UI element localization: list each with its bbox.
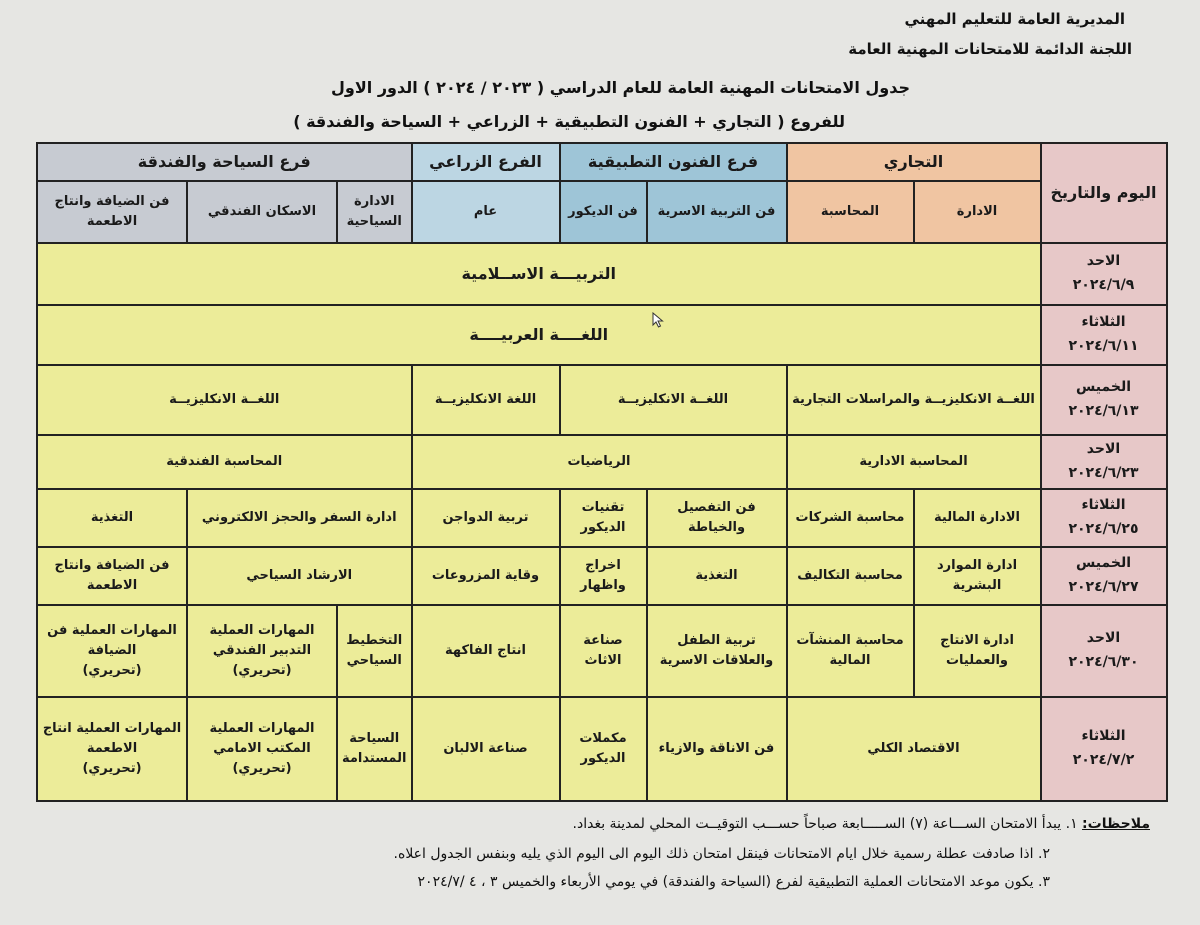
- exam-cell: ادارة الانتاج والعمليات: [914, 605, 1041, 697]
- exam-note: (تحريري): [82, 761, 142, 777]
- exam-name: المهارات العملية انتاج الاطعمة: [42, 720, 182, 756]
- note-1-text: ١. يبدأ الامتحان الســـاعة (٧) الســـــابعة صباحاً حســـب التوقيــت المحلي لمدينة بغداد.: [572, 816, 1078, 832]
- exam-cell: التغذية: [647, 547, 787, 605]
- day-label: الثلاثاء: [1081, 497, 1126, 514]
- exam-note: (تحريري): [232, 761, 292, 777]
- exam-cell: [37, 697, 187, 801]
- notes-label: ملاحظات:: [1082, 816, 1150, 832]
- exam-schedule-table: [36, 142, 1168, 802]
- day-label: الاحد: [1086, 630, 1121, 647]
- day-label: الخميس: [1075, 379, 1132, 396]
- exam-name: المهارات العملية فن الضيافة: [47, 622, 177, 658]
- exam-cell: مكملات الديكور: [560, 697, 647, 801]
- exam-cell: الارشاد السياحي: [187, 547, 412, 605]
- exam-cell: اللغــة الانكليزيــة والمراسلات التجارية: [787, 365, 1041, 435]
- exam-cell: محاسبة الشركات: [787, 489, 914, 547]
- exam-cell: [187, 605, 337, 697]
- subheader-accounting: المحاسبة: [787, 181, 914, 243]
- exam-cell: اللغة الانكليزيــة: [412, 365, 560, 435]
- mouse-pointer-icon: [652, 312, 664, 328]
- org-name-line2: اللجنة الدائمة للامتحانات المهنية العامة: [848, 40, 1132, 58]
- date-label: ٢٠٢٤/٦/٣٠: [1068, 654, 1139, 670]
- day-label: الاحد: [1086, 253, 1121, 270]
- header-agricultural: الفرع الزراعي: [412, 143, 560, 181]
- day-date-cell: [1041, 697, 1167, 801]
- exam-cell: الاقتصاد الكلي: [787, 697, 1041, 801]
- exam-cell: اللغــة الانكليزيــة: [37, 365, 412, 435]
- exam-cell: ادارة السفر والحجز الالكتروني: [187, 489, 412, 547]
- date-label: ٢٠٢٤/٦/١١: [1068, 338, 1139, 354]
- exam-cell: اللغــــة العربيــــة: [37, 305, 1041, 365]
- exam-cell: تقنيات الديكور: [560, 489, 647, 547]
- subheader-general: عام: [412, 181, 560, 243]
- exam-note: (تحريري): [82, 663, 142, 679]
- exam-cell: اللغــة الانكليزيــة: [560, 365, 787, 435]
- header-applied-arts: فرع الفنون التطبيقية: [560, 143, 787, 181]
- exam-cell: التربيـــة الاســلامية: [37, 243, 1041, 305]
- exam-cell: محاسبة التكاليف: [787, 547, 914, 605]
- subheader-tourism-admin: الادارة السياحية: [337, 181, 412, 243]
- exam-note: (تحريري): [232, 663, 292, 679]
- exam-cell: المحاسبة الادارية: [787, 435, 1041, 489]
- exam-cell: التخطيط السياحي: [337, 605, 412, 697]
- org-name-line1: المديرية العامة للتعليم المهني: [904, 10, 1125, 28]
- exam-cell: فن الضيافة وانتاج الاطعمة: [37, 547, 187, 605]
- exam-name: المهارات العملية المكتب الامامي: [209, 720, 315, 756]
- note-2: ٢. اذا صادفت عطلة رسمية خلال ايام الامتحانات فينقل امتحان ذلك اليوم الى اليوم الذي يليه وبنفس الجدول اعلاه.: [393, 846, 1050, 862]
- header-day-date: اليوم والتاريخ: [1041, 143, 1167, 243]
- header-commercial: التجاري: [787, 143, 1041, 181]
- subheader-family-education: فن التربية الاسرية: [647, 181, 787, 243]
- header-tourism: فرع السياحة والفندقة: [37, 143, 412, 181]
- subheader-hotel-housing: الاسكان الفندقي: [187, 181, 337, 243]
- date-label: ٢٠٢٤/٦/٢٧: [1068, 579, 1139, 595]
- day-date-cell: [1041, 305, 1167, 365]
- day-date-cell: [1041, 489, 1167, 547]
- date-label: ٢٠٢٤/٦/٢٥: [1068, 521, 1139, 537]
- exam-cell: اخراج واظهار: [560, 547, 647, 605]
- exam-cell: صناعة الاثاث: [560, 605, 647, 697]
- day-label: الخميس: [1075, 555, 1132, 572]
- day-date-cell: [1041, 365, 1167, 435]
- exam-cell: تربية الطفل والعلاقات الاسرية: [647, 605, 787, 697]
- note-3: ٣. يكون موعد الامتحانات العملية التطبيقية لفرع (السياحة والفندقة) في يومي الأربعاء والخميس ٣ ، ٤ /٢٠٢٤/٧: [417, 874, 1050, 890]
- exam-cell: السياحة المستدامة: [337, 697, 412, 801]
- day-date-cell: [1041, 243, 1167, 305]
- subheader-hospitality: فن الضيافة وانتاج الاطعمة: [37, 181, 187, 243]
- day-label: الثلاثاء: [1081, 728, 1126, 745]
- exam-cell: تربية الدواجن: [412, 489, 560, 547]
- exam-cell: صناعة الالبان: [412, 697, 560, 801]
- exam-name: المهارات العملية التدبير الفندقي: [209, 622, 315, 658]
- exam-cell: المحاسبة الفندقية: [37, 435, 412, 489]
- exam-cell: انتاج الفاكهة: [412, 605, 560, 697]
- subheader-administration: الادارة: [914, 181, 1041, 243]
- day-label: الثلاثاء: [1081, 314, 1126, 331]
- date-label: ٢٠٢٤/٧/٢: [1072, 752, 1135, 768]
- exam-cell: وقاية المزروعات: [412, 547, 560, 605]
- day-label: الاحد: [1086, 441, 1121, 458]
- day-date-cell: [1041, 435, 1167, 489]
- exam-cell: ادارة الموارد البشرية: [914, 547, 1041, 605]
- day-date-cell: [1041, 605, 1167, 697]
- exam-cell: الادارة المالية: [914, 489, 1041, 547]
- exam-cell: التغذية: [37, 489, 187, 547]
- schedule-subtitle: للفروع ( التجاري + الفنون التطبيقية + الزراعي + السياحة والفندقة ): [293, 112, 845, 131]
- date-label: ٢٠٢٤/٦/٩: [1072, 277, 1135, 293]
- exam-cell: فن التفصيل والخياطة: [647, 489, 787, 547]
- exam-cell: فن الاناقة والازياء: [647, 697, 787, 801]
- schedule-title: جدول الامتحانات المهنية العامة للعام الدراسي ( ٢٠٢٣ / ٢٠٢٤ ) الدور الاول: [331, 78, 910, 97]
- exam-cell: [187, 697, 337, 801]
- subheader-decor: فن الديكور: [560, 181, 647, 243]
- day-date-cell: [1041, 547, 1167, 605]
- date-label: ٢٠٢٤/٦/٢٣: [1068, 465, 1139, 481]
- note-1: [573, 816, 1150, 832]
- date-label: ٢٠٢٤/٦/١٣: [1068, 403, 1139, 419]
- exam-cell: محاسبة المنشآت المالية: [787, 605, 914, 697]
- exam-cell: [37, 605, 187, 697]
- exam-cell: الرياضيات: [412, 435, 787, 489]
